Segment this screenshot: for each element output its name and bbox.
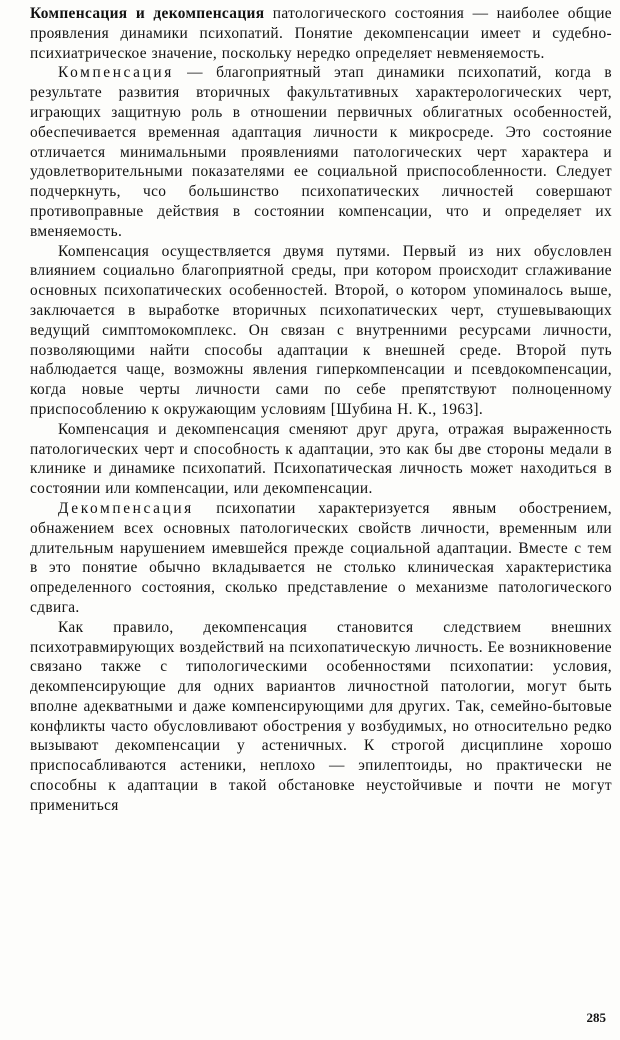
paragraph-compensation-decompensation (30, 420, 612, 499)
paragraph-decompensation-definition (30, 499, 612, 618)
paragraph-spaced-term: Декомпенсация (58, 499, 194, 517)
paragraph-text: Компенсация и декомпенсация сменяют друг друга, отражая выраженность патологических черт и способность к адаптации, это как бы две стороны медали в клинике и динамике психопатий. Психопатическая личность может находиться в состоянии или компенсации, или декомпенсации. (30, 420, 612, 498)
paragraph-compensation-intro (30, 4, 612, 63)
paragraph-text: психопатии характеризуется явным обострением, обнажением всех основных патологических свойств личности, временным или длительным нарушением имевшейся прежде социальной адаптации. Вместе с тем в это понятие обычно вкладывается не столько клиническая характеристика определенного состояния, сколько представление о механизме патологического сдвига. (30, 499, 612, 616)
paragraph-lead-term: Компенсация и декомпенсация (30, 5, 265, 22)
paragraph-text: Компенсация осуществляется двумя путями. Первый из них обусловлен влиянием социально благоприятной среды, при котором происходит сглаживание основных психопатических особенностей. Второй, о котором упоминалось выше, заключается в выработке вторичных психопатических черт, стушевывающих ведущий симптомокомплекс. Он связан с внутренними ресурсами личности, позволяющими найти способы адаптации к внешней среде. Второй путь наблюдается чаще, возможны явления гиперкомпенсации и псевдокомпенсации, когда новые черты личности сами по себе препятствуют полноценному приспособлению к окружающим условиям [Шубина Н. К., 1963]. (30, 242, 612, 418)
paragraph-spaced-term: Компенсация (58, 64, 174, 82)
page-number: 285 (586, 1010, 606, 1025)
paragraph-compensation-paths (30, 242, 612, 420)
paragraph-text: — благоприятный этап динамики психопатий, когда в результате развития вторичных факультативных характерологических черт, играющих защитную роль в отношении первичных облигатных особенностей, обеспечивается временная адаптация личности к микросреде. Это состояние отличается минимальными проявлениями патологических черт характера и удовлетворительными показателями ее социальной приспособленности. Следует подчеркнуть, чсо большинство психопатических личностей совершают противоправные действия в состоянии компенсации, что и определяет их вменяемость. (30, 64, 612, 240)
paragraph-compensation-definition (30, 63, 612, 241)
paragraph-text: Как правило, декомпенсация становится следствием внешних психотравмирующих воздействий на психопатическую личность. Ее возникновение связано также с типологическими особенностями психопатии: условия, декомпенсирующие для одних вариантов личностной патологии, могут быть вполне адекватными и даже компенсирующими для других. Так, семейно-бытовые конфликты часто обусловливают обострения у возбудимых, но относительно редко вызывают декомпенсации у астеничных. К строгой дисциплине хорошо приспосабливаются астеники, неплохо — эпилептоиды, но практически не способны к адаптации в такой обстановке неустойчивые и почти не могут примениться (30, 618, 612, 814)
body-text (30, 4, 612, 816)
paragraph-decompensation-causes (30, 618, 612, 816)
paragraph-text: патологического состояния — наиболее общие проявления динамики психопатий. Понятие декомпенсации имеет и судебно-психиатрическое значение, поскольку нередко определяет невменяемость. (30, 5, 612, 62)
